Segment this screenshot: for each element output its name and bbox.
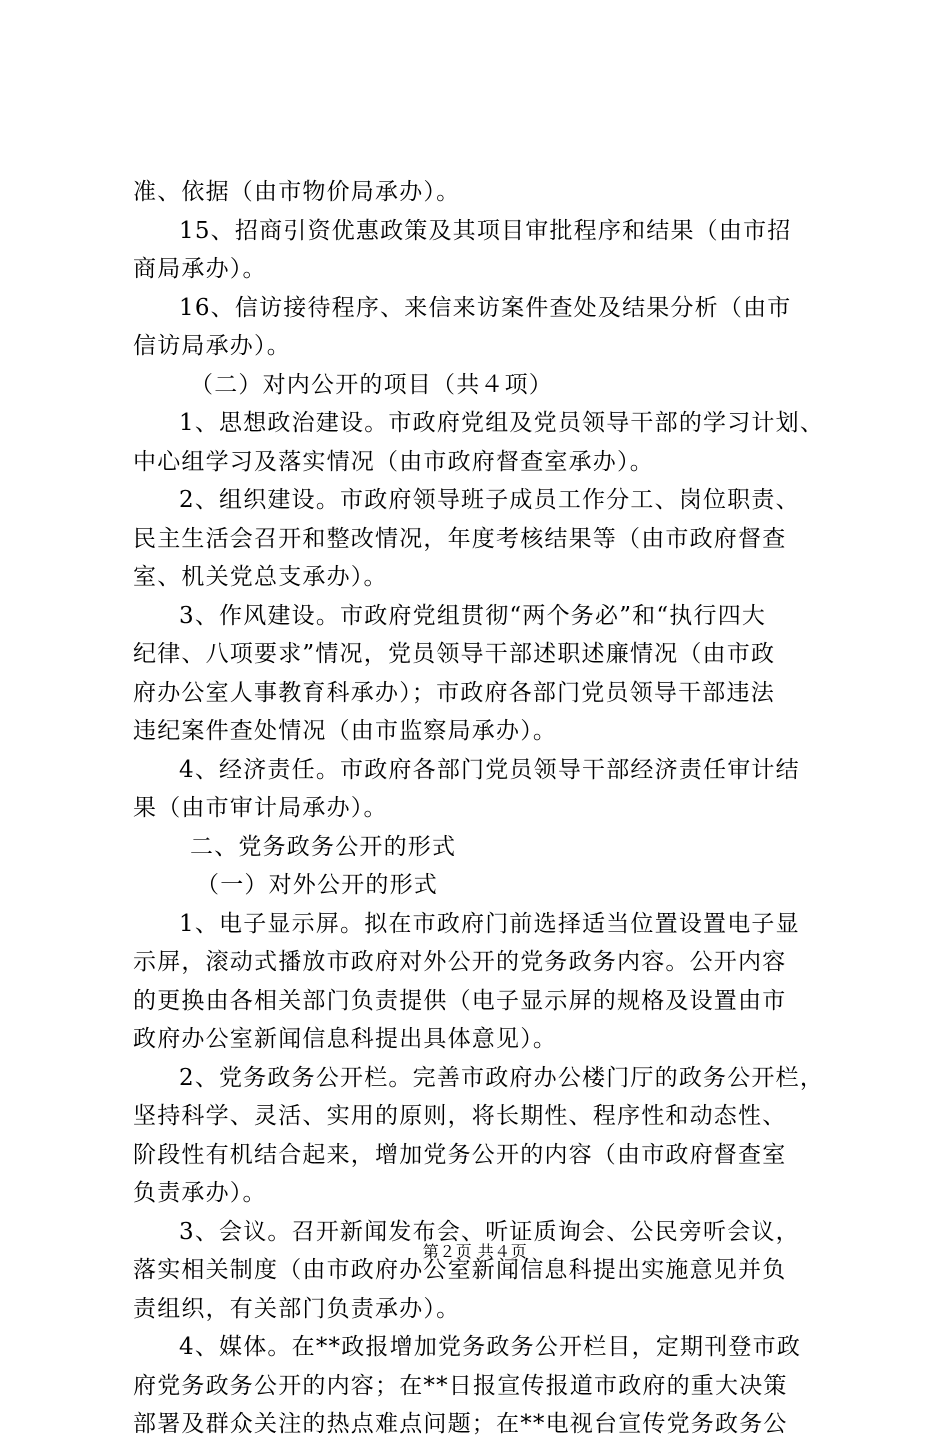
text-line: 4、媒体。在**政报增加党务政务公开栏目，定期刊登市政 <box>179 1334 802 1360</box>
text-line: 落实相关制度（由市政府办公室新闻信息科提出实施意见并负 <box>133 1257 787 1283</box>
text-line: 3、作风建设。市政府党组贯彻“两个务必”和“执行四大 <box>179 602 767 629</box>
text-line: 2、组织建设。市政府领导班子成员工作分工、岗位职责、 <box>179 487 800 513</box>
text-line: 府办公室人事教育科承办）；市政府各部门党员领导干部违法 <box>133 679 775 706</box>
text-line: 2、党务政务公开栏。完善市政府办公楼门厅的政务公开栏， <box>179 1064 825 1091</box>
text-line: （二）对内公开的项目（共４项） <box>190 371 553 398</box>
text-line: 负责承办）。 <box>133 1180 267 1206</box>
text-line: 示屏，滚动式播放市政府对外公开的党务政务内容。公开内容 <box>133 949 787 975</box>
text-line: 准、依据（由市物价局承办）。 <box>133 179 461 205</box>
text-line: 责组织，有关部门负责承办）。 <box>133 1295 461 1322</box>
text-line: 的更换由各相关部门负责提供（电子显示屏的规格及设置由市 <box>133 987 787 1014</box>
text-line: 信访局承办）。 <box>133 333 291 359</box>
text-line: 二、党务政务公开的形式 <box>190 833 457 860</box>
text-line: 果（由市审计局承办）。 <box>133 795 388 821</box>
text-line: 3、会议。召开新闻发布会、听证质询会、公民旁听会议， <box>179 1218 800 1245</box>
text-line: 府党务政务公开的内容；在**日报宣传报道市政府的重大决策 <box>133 1372 788 1399</box>
text-line: 16、信访接待程序、来信来访案件查处及结果分析（由市 <box>179 294 792 321</box>
text-line: 15、招商引资优惠政策及其项目审批程序和结果（由市招 <box>179 217 792 244</box>
text-line: 中心组学习及落实情况（由市政府督查室承办）。 <box>133 448 654 475</box>
text-line: 4、经济责任。市政府各部门党员领导干部经济责任审计结 <box>179 756 800 783</box>
page-footer <box>0 1242 950 1262</box>
text-line: 坚持科学、灵活、实用的原则，将长期性、程序性和动态性、 <box>133 1103 787 1129</box>
text-line: 民主生活会召开和整改情况，年度考核结果等（由市政府督查 <box>133 525 787 552</box>
text-line: 1、电子显示屏。拟在市政府门前选择适当位置设置电子显 <box>179 910 800 937</box>
text-line: 1、思想政治建设。市政府党组及党员领导干部的学习计划、 <box>179 410 825 436</box>
text-line: 政府办公室新闻信息科提出具体意见）。 <box>133 1026 558 1052</box>
text-line: 阶段性有机结合起来，增加党务公开的内容（由市政府督查室 <box>133 1141 787 1168</box>
text-line: 室、机关党总支承办）。 <box>133 564 388 590</box>
text-line: 商局承办）。 <box>133 256 267 282</box>
text-line: 部署及群众关注的热点难点问题；在**电视台宣传党务政务公 <box>133 1411 788 1437</box>
text-line: 违纪案件查处情况（由市监察局承办）。 <box>133 718 558 744</box>
text-line: （一）对外公开的形式 <box>196 872 438 898</box>
page-number-label: 第２页 共４页 <box>422 1242 528 1261</box>
text-line: 纪律、八项要求”情况，党员领导干部述职述廉情况（由市政 <box>133 641 776 667</box>
